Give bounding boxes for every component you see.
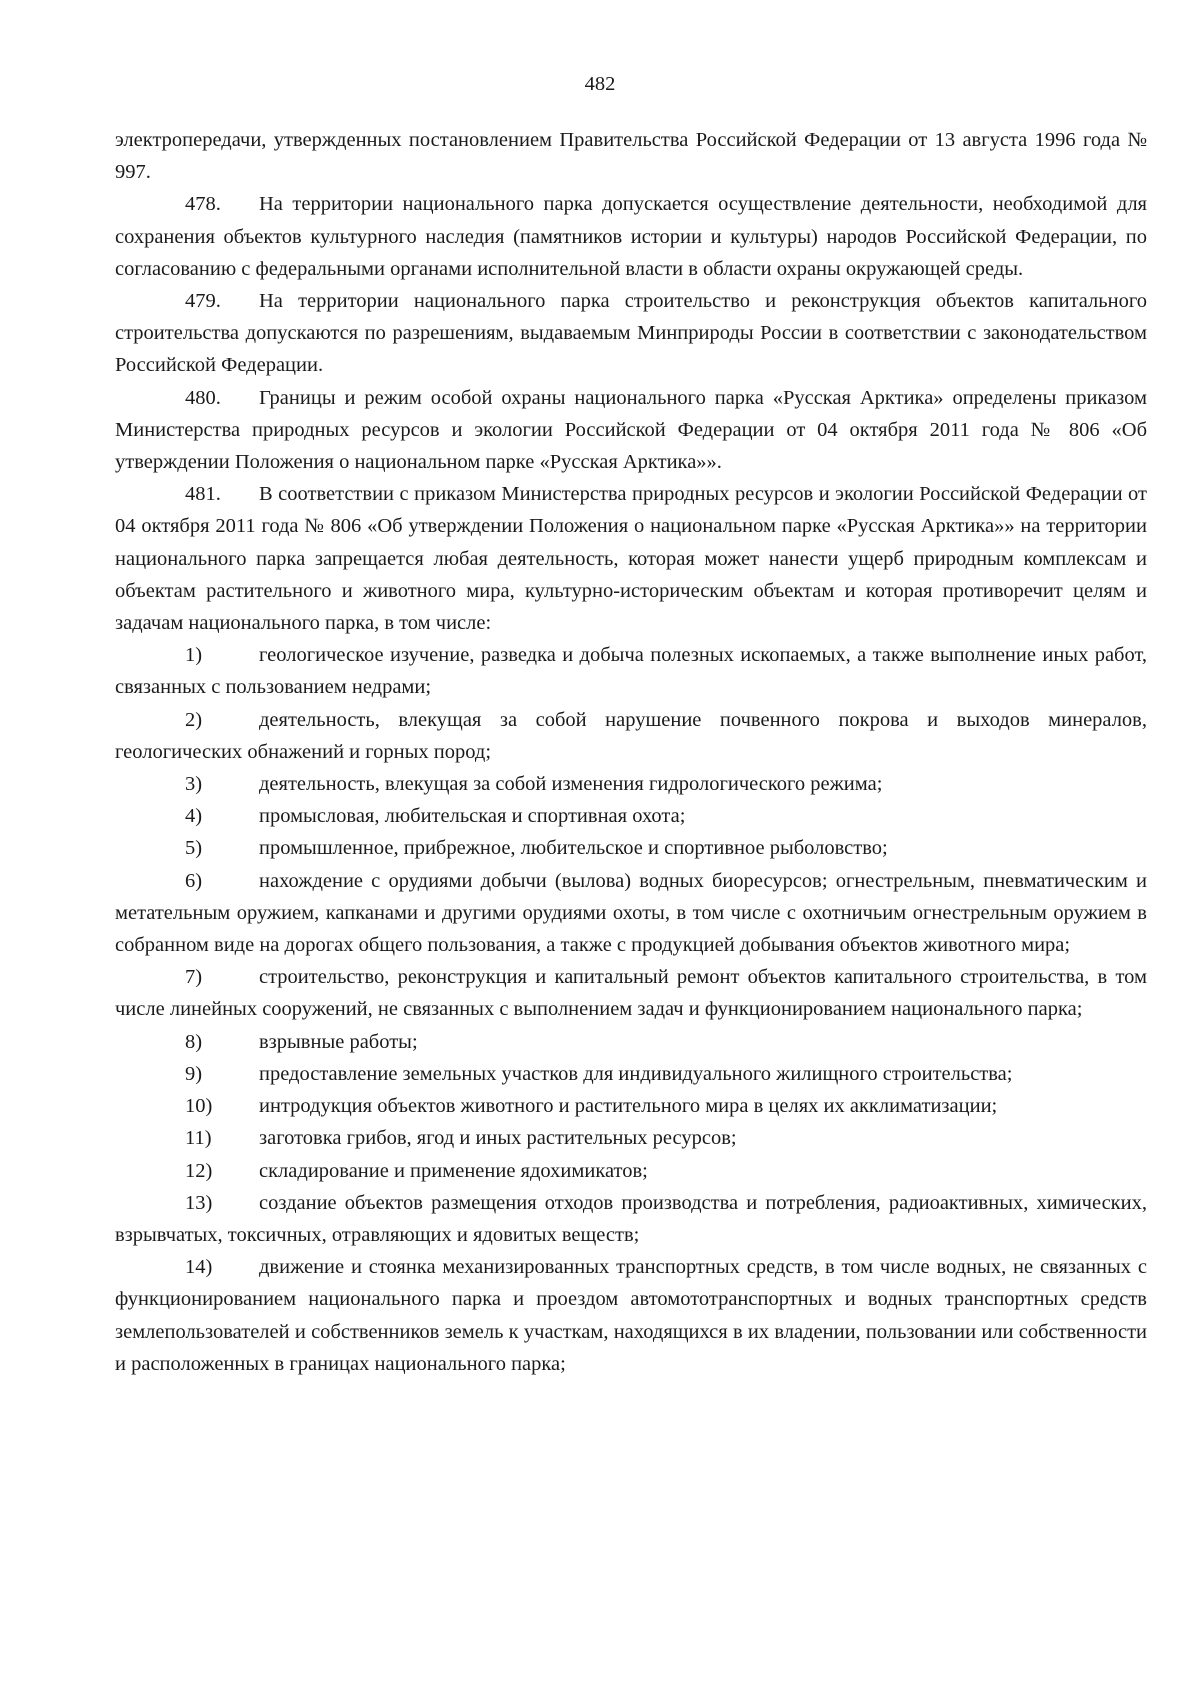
list-item-2 — [115, 704, 1147, 768]
list-item-7 — [115, 961, 1147, 1025]
paragraph-number: 479. — [185, 290, 221, 313]
paragraph-481 — [115, 478, 1147, 639]
paragraph-continuation — [115, 124, 1147, 188]
list-item-number: 3) — [185, 773, 203, 796]
list-item-4 — [115, 800, 1147, 832]
list-item-13 — [115, 1187, 1147, 1251]
list-item-text: геологическое изучение, разведка и добыча полезных ископаемых, а также выполнение иных работ, связанных с пользованием недрами; — [115, 644, 1147, 699]
list-item-12 — [115, 1155, 1147, 1187]
paragraph-479 — [115, 285, 1147, 382]
list-item-text: строительство, реконструкция и капитальный ремонт объектов капитального строительства, в том числе линейных сооружений, не связанных с выполнением задач и функционированием национального парка; — [115, 966, 1147, 1021]
paragraph-text: электропередачи, утвержденных постановлением Правительства Российской Федерации от 13 августа 1996 года № 997. — [115, 129, 1147, 184]
list-item-14 — [115, 1251, 1147, 1380]
list-item-number: 9) — [185, 1062, 203, 1085]
list-item-8 — [115, 1026, 1147, 1058]
list-item-number: 8) — [185, 1030, 203, 1053]
list-item-3 — [115, 768, 1147, 800]
list-item-text: движение и стоянка механизированных транспортных средств, в том числе водных, не связанных с функционированием национального парка и проездом автомототранспортных и водных транспортных средств землепользователей и собственников земель к участкам, находящихся в их владении, пользовании или собственности и расположенных в границах национального парка; — [115, 1256, 1147, 1375]
document-body — [115, 124, 1147, 1380]
list-item-text: взрывные работы; — [259, 1030, 418, 1053]
list-item-text: предоставление земельных участков для индивидуального жилищного строительства; — [259, 1062, 1013, 1085]
list-item-number: 13) — [185, 1191, 213, 1214]
paragraph-text: Границы и режим особой охраны национального парка «Русская Арктика» определены приказом Министерства природных ресурсов и экологии Российской Федерации от 04 октября 2011 года № 806 «Об утверждении Положения о национальном парке «Русская Арктика»». — [115, 386, 1147, 474]
list-item-text: промысловая, любительская и спортивная охота; — [259, 805, 686, 828]
list-item-text: нахождение с орудиями добычи (вылова) водных биоресурсов; огнестрельным, пневматическим и метательным оружием, капканами и другими орудиями охоты, в том числе с охотничьим огнестрельным оружием в собранном виде на дорогах общего пользования, а также с продукцией добывания объектов животного мира; — [115, 869, 1147, 957]
paragraph-number: 481. — [185, 483, 221, 506]
paragraph-text: На территории национального парка строительство и реконструкция объектов капитального строительства допускаются по разрешениям, выдаваемым Минприроды России в соответствии с законодательством Российской Федерации. — [115, 290, 1147, 377]
paragraph-text: На территории национального парка допускается осуществление деятельности, необходимой для сохранения объектов культурного наследия (памятников истории и культуры) народов Российской Федерации, по согласованию с федеральными органами исполнительной власти в области охраны окружающей среды. — [115, 193, 1147, 280]
list-item-10 — [115, 1090, 1147, 1122]
paragraph-478 — [115, 188, 1147, 285]
list-item-number: 6) — [185, 869, 203, 892]
list-item-number: 14) — [185, 1256, 213, 1279]
list-item-text: промышленное, прибрежное, любительское и спортивное рыболовство; — [259, 837, 888, 860]
list-item-number: 2) — [185, 708, 203, 731]
list-item-text: заготовка грибов, ягод и иных растительных ресурсов; — [259, 1127, 737, 1150]
list-item-number: 5) — [185, 837, 203, 860]
page-number: 482 — [584, 73, 616, 95]
list-item-number: 4) — [185, 805, 203, 828]
list-item-11 — [115, 1122, 1147, 1154]
list-item-9 — [115, 1058, 1147, 1090]
list-item-text: деятельность, влекущая за собой нарушение почвенного покрова и выходов минералов, геологических обнажений и горных пород; — [115, 708, 1147, 763]
list-item-number: 11) — [185, 1127, 212, 1150]
paragraph-480 — [115, 382, 1147, 479]
list-item-number: 7) — [185, 966, 203, 989]
paragraph-number: 480. — [185, 386, 221, 409]
paragraph-text: В соответствии с приказом Министерства природных ресурсов и экологии Российской Федерации от 04 октября 2011 года № 806 «Об утверждении Положения о национальном парке «Русская Арктика»» на территории национального парка запрещается любая деятельность, которая может нанести ущерб природным комплексам и объектам растительного и животного мира, культурно-историческим объектам и которая противоречит целям и задачам национального парка, в том числе: — [115, 483, 1147, 635]
list-item-1 — [115, 639, 1147, 703]
list-item-number: 1) — [185, 644, 203, 667]
list-item-text: создание объектов размещения отходов производства и потребления, радиоактивных, химических, взрывчатых, токсичных, отравляющих и ядовитых веществ; — [115, 1191, 1147, 1246]
list-item-5 — [115, 832, 1147, 864]
list-item-number: 12) — [185, 1159, 213, 1182]
list-item-number: 10) — [185, 1095, 213, 1118]
list-item-text: интродукция объектов животного и растительного мира в целях их акклиматизации; — [259, 1095, 998, 1118]
paragraph-number: 478. — [185, 193, 221, 216]
list-item-text: складирование и применение ядохимикатов; — [259, 1159, 648, 1182]
list-item-text: деятельность, влекущая за собой изменения гидрологического режима; — [259, 773, 883, 796]
list-item-6 — [115, 865, 1147, 962]
